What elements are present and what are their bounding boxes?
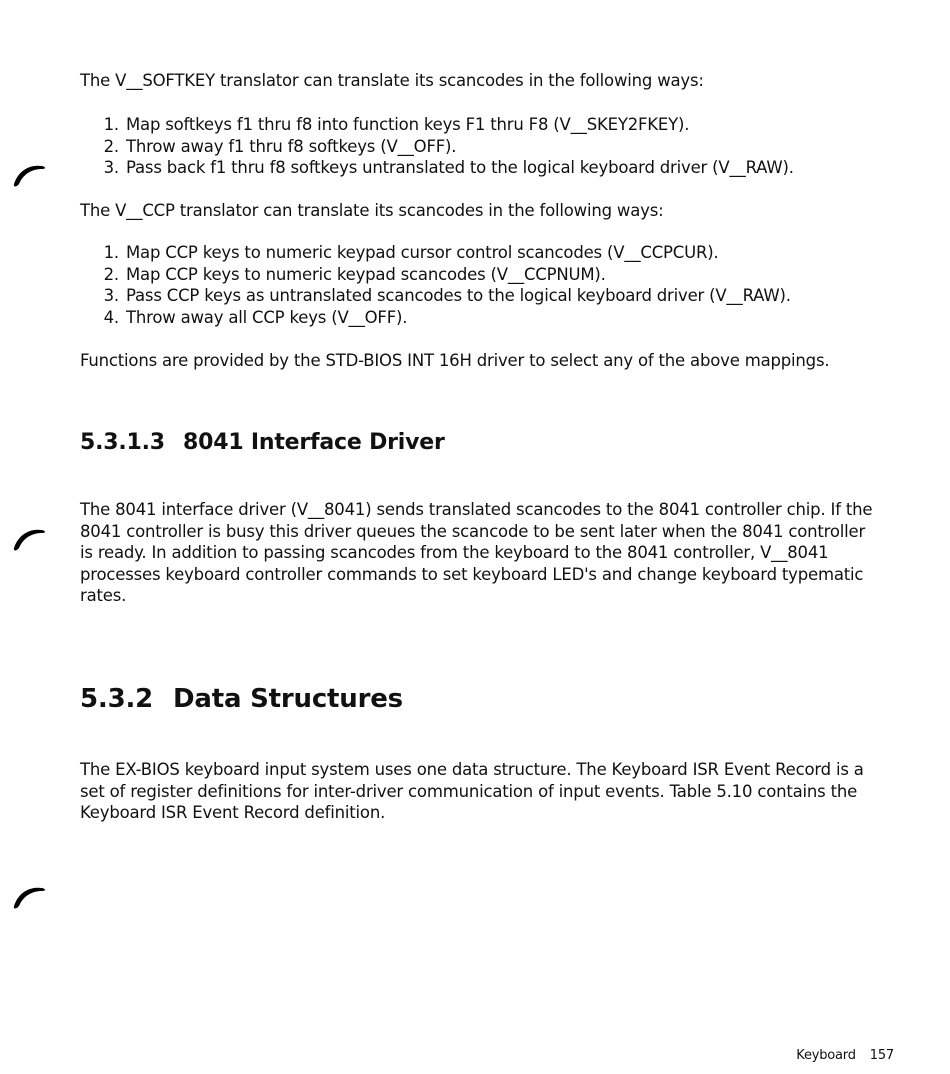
section-heading-8041 bbox=[80, 430, 445, 455]
list-item: 3. Pass back f1 thru f8 softkeys untranslated to the logical keyboard driver (V__RAW). bbox=[124, 157, 794, 179]
list-item: 2. Map CCP keys to numeric keypad scancodes (V__CCPNUM). bbox=[124, 264, 791, 286]
functions-note: Functions are provided by the STD-BIOS INT 16H driver to select any of the above mappings. bbox=[80, 351, 830, 370]
list-item: 1. Map CCP keys to numeric keypad cursor control scancodes (V__CCPCUR). bbox=[124, 242, 791, 264]
binder-hole-mark bbox=[12, 160, 48, 188]
footer-chapter: Keyboard bbox=[796, 1048, 856, 1063]
list-item: 2. Throw away f1 thru f8 softkeys (V__OFF). bbox=[124, 136, 794, 158]
list-item: 3. Pass CCP keys as untranslated scancodes to the logical keyboard driver (V__RAW). bbox=[124, 285, 791, 307]
binder-hole-mark bbox=[12, 524, 48, 552]
section-title: Data Structures bbox=[173, 684, 403, 714]
page-footer bbox=[796, 1048, 894, 1063]
softkey-intro: The V__SOFTKEY translator can translate its scancodes in the following ways: bbox=[80, 71, 704, 90]
ccp-ways-list bbox=[80, 242, 791, 328]
list-item: 1. Map softkeys f1 thru f8 into function keys F1 thru F8 (V__SKEY2FKEY). bbox=[124, 114, 794, 136]
ccp-intro: The V__CCP translator can translate its scancodes in the following ways: bbox=[80, 201, 664, 220]
section-8041-body: The 8041 interface driver (V__8041) sends translated scancodes to the 8041 controller chip. If the 8041 controller is busy this driver queues the scancode to be sent later when the 8041 controller is ready. In addition to passing scancodes from the keyboard to the 8041 controller, V__8041 processes keyboard controller commands to set keyboard LED's and change keyboard typematic rates. bbox=[80, 500, 873, 605]
binder-hole-mark bbox=[12, 882, 48, 910]
section-title: 8041 Interface Driver bbox=[183, 430, 445, 455]
softkey-ways-list bbox=[80, 114, 794, 179]
section-number: 5.3.1.3 bbox=[80, 430, 165, 455]
page-number: 157 bbox=[869, 1048, 894, 1063]
section-data-structures-body: The EX-BIOS keyboard input system uses one data structure. The Keyboard ISR Event Record is a set of register definitions for inter-driver communication of input events. Table 5.10 contains the Keyboard ISR Event Record definition. bbox=[80, 760, 864, 822]
list-item: 4. Throw away all CCP keys (V__OFF). bbox=[124, 307, 791, 329]
section-number: 5.3.2 bbox=[80, 684, 154, 714]
section-heading-data-structures bbox=[80, 684, 403, 714]
